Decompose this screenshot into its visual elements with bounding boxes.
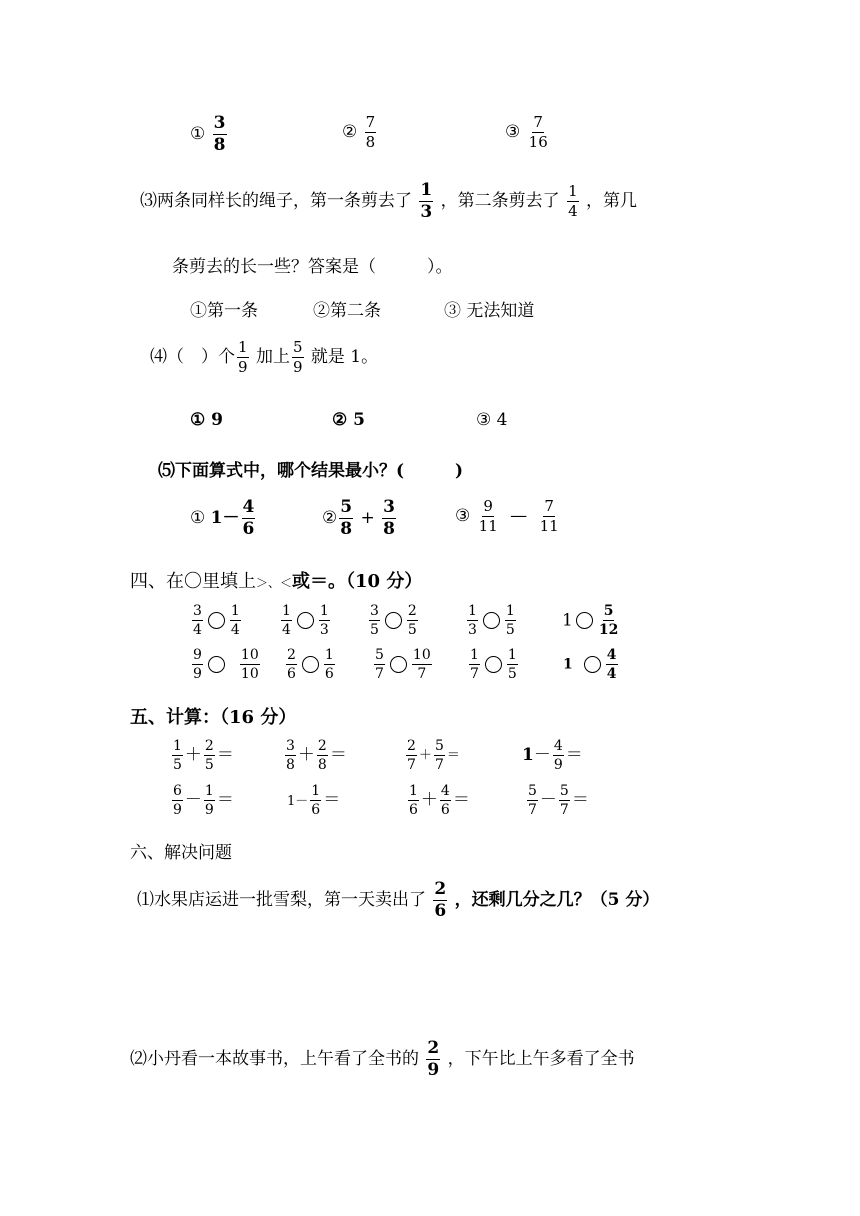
text: ＋ <box>420 790 438 810</box>
fraction <box>285 739 296 772</box>
fraction <box>172 784 183 817</box>
text: ＝ <box>571 790 589 810</box>
option-1 <box>190 113 229 155</box>
fraction <box>374 648 385 681</box>
q2-options <box>190 115 229 154</box>
fraction <box>469 648 480 681</box>
denominator: 16 <box>528 133 548 151</box>
q2-option-2 <box>342 115 378 150</box>
denominator: 9 <box>193 666 202 682</box>
q3-option-1: ①第一条 <box>190 301 258 321</box>
q5-option-3 <box>455 499 562 534</box>
denominator: 4 <box>568 202 578 220</box>
text: ＞、＜ <box>256 576 293 590</box>
denominator: 3 <box>319 622 329 638</box>
fraction <box>505 604 516 637</box>
q3-option-2: ②第二条 <box>313 301 381 321</box>
denominator: 8 <box>365 133 376 151</box>
text: ＝ <box>452 790 470 810</box>
text: ＋ <box>297 745 315 765</box>
numerator: 4 <box>440 783 450 799</box>
denominator: 7 <box>528 802 537 818</box>
fraction <box>292 340 304 375</box>
text: ，还剩几分之几？（5 分） <box>454 890 660 910</box>
text: － <box>184 790 202 810</box>
compare-item <box>279 604 332 637</box>
fraction <box>407 604 418 637</box>
fraction <box>324 648 335 681</box>
option-mark: ① <box>190 124 206 144</box>
numerator: 5 <box>528 783 537 799</box>
text: 1－ <box>210 508 240 528</box>
fraction <box>204 784 215 817</box>
numerator: 2 <box>204 738 214 754</box>
text: ＋ <box>184 745 202 765</box>
denominator: 9 <box>238 358 248 376</box>
compare-item <box>562 604 621 637</box>
compare-circle[interactable] <box>297 612 314 629</box>
fraction <box>310 784 321 817</box>
denominator: 6 <box>440 802 450 818</box>
denominator: 11 <box>539 517 559 535</box>
calc-7 <box>406 784 470 817</box>
q4-line <box>150 340 378 375</box>
compare-circle[interactable] <box>390 656 407 673</box>
text: — <box>510 506 528 526</box>
denominator: 6 <box>434 901 447 921</box>
denominator: 4 <box>282 622 291 638</box>
denominator: 6 <box>409 802 418 818</box>
denominator: 10 <box>240 666 259 682</box>
q5-question: ⑸下面算式中，哪个结果最小？( ) <box>158 461 464 481</box>
numerator: 3 <box>383 497 395 517</box>
numerator: 1 <box>568 182 578 200</box>
denominator: 3 <box>468 622 477 638</box>
compare-item <box>372 648 434 681</box>
fraction <box>606 648 618 681</box>
q4-option-3: ③ 4 <box>476 410 508 430</box>
numerator: 2 <box>407 738 416 754</box>
text: + <box>360 508 375 528</box>
fraction <box>467 604 478 637</box>
numerator: 2 <box>287 647 296 663</box>
section5-title: 五、计算：（16 分） <box>130 707 297 728</box>
denominator: 7 <box>375 666 384 682</box>
q3-option-3: ③ 无法知道 <box>444 301 535 321</box>
text: ＋ <box>418 748 432 763</box>
numerator: 5 <box>603 603 614 619</box>
denominator: 5 <box>407 622 417 638</box>
fraction <box>426 1040 440 1079</box>
fraction <box>440 784 451 817</box>
problem-1 <box>137 881 659 920</box>
denominator: 8 <box>213 135 226 155</box>
fraction <box>213 115 227 154</box>
numerator: 10 <box>240 647 259 663</box>
numerator: 3 <box>370 603 379 619</box>
text: ＝ <box>446 748 460 763</box>
q4-option-1: ① 9 <box>190 410 223 430</box>
fraction <box>317 739 328 772</box>
fraction <box>242 499 256 538</box>
denominator: 9 <box>427 1060 440 1080</box>
numerator: 9 <box>483 497 493 515</box>
numerator: 3 <box>286 738 295 754</box>
text: ② <box>322 508 338 528</box>
numerator: 2 <box>407 603 417 619</box>
numerator: 7 <box>544 497 554 515</box>
compare-item <box>284 648 337 681</box>
text: 加上 <box>255 347 290 367</box>
denominator: 8 <box>286 757 295 773</box>
denominator: 6 <box>324 666 334 682</box>
numerator: 2 <box>317 738 327 754</box>
fraction <box>240 648 260 681</box>
numerator: 1 <box>311 783 321 799</box>
q4-option-2: ② 5 <box>332 410 365 430</box>
denominator: 4 <box>230 622 240 638</box>
denominator: 7 <box>417 666 427 682</box>
compare-item <box>367 604 420 637</box>
fraction <box>281 604 292 637</box>
text: ＝ <box>323 790 341 810</box>
text: ＝ <box>216 745 234 765</box>
compare-circle[interactable] <box>302 656 319 673</box>
denominator: 9 <box>553 757 563 773</box>
numerator: 1 <box>409 783 418 799</box>
denominator: 4 <box>193 622 202 638</box>
text: ＝ <box>565 745 583 765</box>
denominator: 7 <box>434 757 444 773</box>
compare-item <box>467 648 520 681</box>
numerator: 5 <box>559 783 569 799</box>
numerator: 5 <box>434 738 444 754</box>
numerator: 5 <box>375 647 384 663</box>
fraction <box>419 182 433 221</box>
q5-option-1 <box>190 499 257 538</box>
text: ⑴水果店运进一批雪梨，第一天卖出了 <box>137 890 426 910</box>
fraction <box>408 784 419 817</box>
text: ，第二条剪去了 <box>440 191 560 211</box>
compare-row-1 <box>190 604 243 637</box>
denominator: 7 <box>470 666 479 682</box>
numerator: 4 <box>606 647 617 663</box>
fraction <box>527 784 538 817</box>
calc-3 <box>404 739 460 772</box>
option-mark: ② <box>342 122 358 142</box>
denominator: 8 <box>340 519 353 539</box>
calc-4 <box>522 739 583 772</box>
denominator: 6 <box>242 519 255 539</box>
text: － <box>533 745 551 765</box>
fraction <box>230 604 241 637</box>
text: ＝ <box>329 745 347 765</box>
calc-5 <box>170 784 234 817</box>
denominator: 12 <box>598 622 619 638</box>
problem-2 <box>130 1040 635 1079</box>
numerator: 1 <box>468 603 477 619</box>
numerator: 1 <box>505 603 515 619</box>
numerator: 1 <box>319 603 329 619</box>
denominator: 11 <box>478 517 498 535</box>
denominator: 5 <box>204 757 214 773</box>
fraction <box>478 499 499 534</box>
numerator: 9 <box>193 647 202 663</box>
fraction <box>559 784 570 817</box>
compare-circle[interactable] <box>485 656 502 673</box>
calc-6 <box>287 784 340 817</box>
numerator: 2 <box>427 1038 440 1058</box>
fraction <box>406 739 417 772</box>
numerator: 3 <box>213 113 226 133</box>
compare-item <box>465 604 518 637</box>
q3-line1 <box>140 182 637 221</box>
text: 就是 1。 <box>310 347 379 367</box>
q2-option-3 <box>505 115 551 150</box>
numerator: 1 <box>507 647 517 663</box>
fraction <box>434 739 445 772</box>
denominator: 5 <box>173 757 182 773</box>
numerator: 1 <box>230 603 240 619</box>
fraction <box>539 499 560 534</box>
fraction <box>433 881 447 920</box>
denominator: 4 <box>606 666 617 682</box>
denominator: 6 <box>311 802 321 818</box>
compare-item <box>563 648 620 681</box>
text: ，下午比上午多看了全书 <box>447 1049 635 1069</box>
numerator: 10 <box>412 647 431 663</box>
numerator: 3 <box>193 603 202 619</box>
fraction <box>319 604 330 637</box>
fraction <box>365 115 377 150</box>
compare-circle[interactable] <box>385 612 402 629</box>
text: 1 <box>563 656 573 673</box>
calc-8 <box>525 784 589 817</box>
text: ⑷（ ）个 <box>150 347 235 367</box>
denominator: 9 <box>173 802 182 818</box>
fraction <box>528 115 549 150</box>
denominator: 9 <box>292 358 303 376</box>
denominator: 7 <box>407 757 416 773</box>
numerator: 5 <box>340 497 353 517</box>
numerator: 7 <box>533 113 543 131</box>
calc-2 <box>283 739 347 772</box>
fraction <box>567 184 579 219</box>
compare-circle[interactable] <box>576 612 593 629</box>
denominator: 5 <box>505 622 515 638</box>
q5-option-2 <box>322 499 398 538</box>
text: ① <box>190 508 206 528</box>
numerator: 5 <box>292 338 303 356</box>
compare-circle[interactable] <box>584 656 601 673</box>
fraction <box>286 648 297 681</box>
numerator: 6 <box>173 783 182 799</box>
fraction <box>412 648 432 681</box>
denominator: 5 <box>370 622 379 638</box>
numerator: 1 <box>173 738 182 754</box>
fraction <box>192 648 203 681</box>
fraction <box>507 648 518 681</box>
compare-row-2 <box>190 648 262 681</box>
compare-circle[interactable] <box>208 656 225 673</box>
section6-title: 六、解决问题 <box>130 843 232 863</box>
denominator: 7 <box>559 802 569 818</box>
numerator: 4 <box>242 497 255 517</box>
numerator: 7 <box>365 113 376 131</box>
text: 1 <box>522 745 534 765</box>
denominator: 8 <box>317 757 327 773</box>
text: ⑶两条同样长的绳子，第一条剪去了 <box>140 191 412 211</box>
text: 1 <box>562 610 573 631</box>
text: － <box>295 794 309 809</box>
section4-title <box>130 567 422 593</box>
numerator: 2 <box>434 879 447 899</box>
fraction <box>598 604 619 637</box>
text: ③ <box>455 506 471 526</box>
denominator: 6 <box>287 666 296 682</box>
text: ＝ <box>216 790 234 810</box>
numerator: 1 <box>470 647 479 663</box>
numerator: 4 <box>553 738 563 754</box>
compare-circle[interactable] <box>483 612 500 629</box>
fraction <box>553 739 564 772</box>
fraction <box>339 499 353 538</box>
numerator: 1 <box>420 180 433 200</box>
numerator: 1 <box>282 603 291 619</box>
text: ，第几 <box>586 191 638 211</box>
numerator: 1 <box>324 647 334 663</box>
denominator: 5 <box>507 666 517 682</box>
fraction <box>382 499 396 538</box>
calc-1 <box>170 739 234 772</box>
fraction <box>237 340 249 375</box>
text: 或＝。（10 分） <box>292 571 423 592</box>
text: 1 <box>287 794 296 809</box>
fraction <box>172 739 183 772</box>
text: ⑵小丹看一本故事书，上午看了全书的 <box>130 1049 419 1069</box>
compare-circle[interactable] <box>208 612 225 629</box>
fraction <box>204 739 215 772</box>
q3-line2: 条剪去的长一些？答案是（ ）。 <box>172 257 453 277</box>
option-mark: ③ <box>505 122 521 142</box>
denominator: 8 <box>383 519 395 539</box>
numerator: 1 <box>238 338 248 356</box>
denominator: 3 <box>420 202 433 222</box>
fraction <box>192 604 203 637</box>
denominator: 9 <box>204 802 214 818</box>
fraction <box>369 604 380 637</box>
numerator: 1 <box>204 783 214 799</box>
text: － <box>539 790 557 810</box>
text: 四、在〇里填上 <box>130 571 256 592</box>
